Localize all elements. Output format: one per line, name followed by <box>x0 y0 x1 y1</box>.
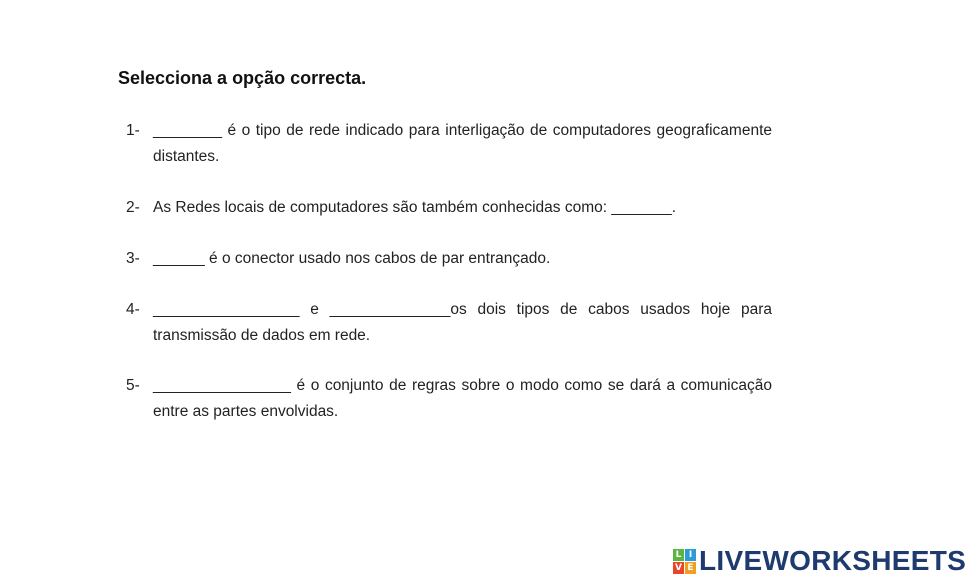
logo-letter: V <box>673 562 684 574</box>
question-text-part: é o conjunto de regras sobre o modo como se dará a comunicação entre as partes envolvidas. <box>153 377 772 420</box>
liveworksheets-logo <box>673 546 966 576</box>
question-2 <box>126 195 772 221</box>
question-number: 5- <box>126 377 140 394</box>
question-5 <box>126 373 772 425</box>
question-number: 2- <box>126 199 140 216</box>
answer-blank[interactable]: ________ <box>153 122 222 139</box>
question-text <box>153 246 772 272</box>
question-text <box>153 373 772 425</box>
worksheet-title: Selecciona a opção correcta. <box>118 68 367 88</box>
question-1 <box>126 118 772 170</box>
question-text-part: . <box>671 199 677 216</box>
question-4 <box>126 297 772 349</box>
question-text-part: os dois tipos de cabos usados hoje para transmissão de dados em rede. <box>153 301 772 344</box>
question-text-part: é o tipo de rede indicado para interligação de computadores geograficamente distantes. <box>153 122 772 165</box>
question-text-part: As Redes locais de computadores são também conhecidas como: <box>153 199 612 216</box>
answer-blank[interactable]: ________________ <box>153 377 291 394</box>
question-3 <box>126 246 772 272</box>
question-text-part: e <box>299 301 330 318</box>
logo-letter: L <box>673 549 684 561</box>
question-number: 3- <box>126 250 140 267</box>
answer-blank[interactable]: ______________ <box>329 301 451 318</box>
answer-blank[interactable]: _______ <box>611 199 672 216</box>
question-text <box>153 297 772 349</box>
logo-mark-icon <box>673 549 696 574</box>
answer-blank[interactable]: ______ <box>153 250 205 267</box>
logo-letter: I <box>685 549 696 561</box>
question-text <box>153 118 772 170</box>
question-text-part: é o conector usado nos cabos de par entrançado. <box>204 250 551 267</box>
question-number: 1- <box>126 122 140 139</box>
question-number: 4- <box>126 301 140 318</box>
logo-wordmark: LIVEWORKSHEETS <box>699 545 967 576</box>
logo-letter: E <box>685 562 696 574</box>
answer-blank[interactable]: _________________ <box>153 301 300 318</box>
question-text <box>153 195 772 221</box>
